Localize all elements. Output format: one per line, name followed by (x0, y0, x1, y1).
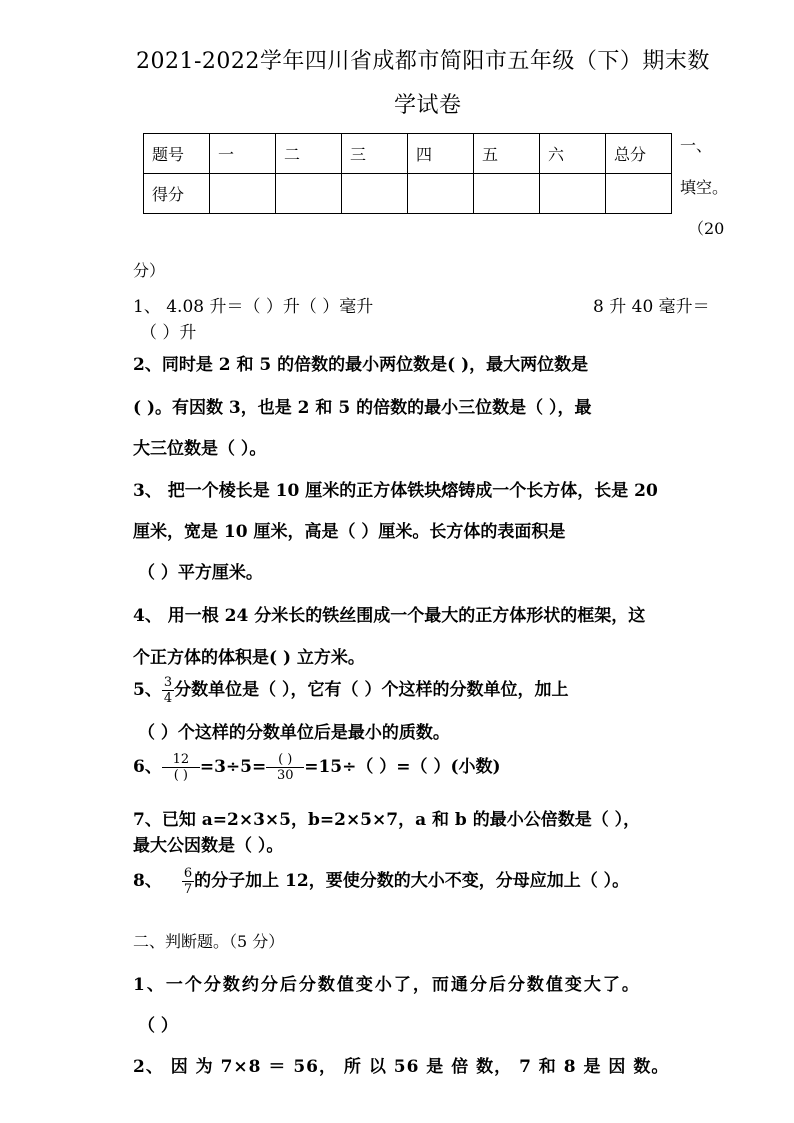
score-cell[interactable] (474, 174, 540, 214)
table-col: 一 (210, 134, 276, 174)
q5-prefix: 5、 (133, 680, 162, 700)
q7-line-1: 7、已知 a=2×3×5，b=2×5×7，a 和 b 的最小公倍数是（ ）， (133, 810, 641, 830)
score-table (143, 133, 672, 214)
score-cell[interactable] (408, 174, 474, 214)
q6-f2-numerator: ( ) (266, 752, 304, 768)
q6-rest: =15÷（ ）=（ ）(小数) (304, 757, 501, 777)
section2-heading: 二、判断题。（5 分） (133, 932, 285, 951)
table-row-label: 得分 (144, 174, 210, 214)
q3-line-2: 厘米，宽是 10 厘米，高是（ ）厘米。长方体的表面积是 (133, 522, 566, 542)
q6-mid: =3÷5= (199, 757, 267, 777)
q3-line-1: 3、 把一个棱长是 10 厘米的正方体铁块熔铸成一个长方体，长是 20 (133, 481, 658, 501)
j1-line-1: 1、一个分数约分后分数值变小了，而通分后分数值变大了。 (133, 975, 641, 995)
q5-line-2: （ ）个这样的分数单位后是最小的质数。 (138, 723, 450, 743)
q7-line-2: 最大公因数是（ ）。 (133, 836, 284, 856)
q1-part-b: 8 升 40 毫升＝ (593, 297, 710, 317)
q2-line-1: 2、同时是 2 和 5 的倍数的最小两位数是( )，最大两位数是 (133, 355, 589, 375)
q4-line-1: 4、 用一根 24 分米长的铁丝围成一个最大的正方体形状的框架，这 (133, 606, 646, 626)
q6-line (133, 752, 501, 783)
q3-line-3: （ ）平方厘米。 (138, 563, 263, 583)
q5-text: 分数单位是（ ），它有（ ）个这样的分数单位，加上 (174, 680, 569, 700)
q2-line-2: ( )。有因数 3，也是 2 和 5 的倍数的最小三位数是（ ），最 (133, 398, 592, 418)
score-cell[interactable] (276, 174, 342, 214)
table-header-label: 题号 (144, 134, 210, 174)
q6-f1-numerator: 12 (162, 752, 200, 768)
score-cell[interactable] (606, 174, 672, 214)
title-line-1: 2021-2022学年四川省成都市简阳市五年级（下）期末数 (136, 49, 710, 74)
q8-fraction (182, 866, 194, 897)
j2-line-1: 2、 因 为 7×8 ＝ 56， 所 以 56 是 倍 数， 7 和 8 是 因 数。 (133, 1057, 670, 1077)
score-cell[interactable] (210, 174, 276, 214)
section1-head-c: （20 (688, 219, 725, 238)
q6-f2-denominator: 30 (276, 768, 294, 783)
q5-numerator: 3 (163, 675, 173, 690)
q8-numerator: 6 (183, 866, 193, 881)
table-col: 三 (342, 134, 408, 174)
q2-line-3: 大三位数是（ ）。 (133, 439, 267, 459)
score-cell[interactable] (342, 174, 408, 214)
q6-fraction-1 (162, 752, 200, 783)
q6-f1-denominator: ( ) (173, 768, 188, 783)
table-col: 五 (474, 134, 540, 174)
q5-line-1 (133, 675, 568, 706)
q4-line-2: 个正方体的体积是( ) 立方米。 (133, 648, 365, 668)
q8-line (133, 866, 629, 897)
q6-prefix: 6、 (133, 757, 162, 777)
q5-fraction (162, 675, 174, 706)
table-col: 总分 (606, 134, 672, 174)
section1-head-d: 分） (133, 261, 166, 280)
q8-prefix: 8、 (133, 871, 162, 891)
table-col: 二 (276, 134, 342, 174)
q8-rest: 的分子加上 12，要使分数的大小不变，分母应加上（ ）。 (194, 871, 630, 891)
table-row (144, 134, 672, 174)
section1-head-b: 填空。 (680, 178, 729, 197)
table-col: 四 (408, 134, 474, 174)
title-line-2: 学试卷 (394, 93, 462, 118)
score-cell[interactable] (540, 174, 606, 214)
q1-part-c: （ ）升 (140, 323, 197, 343)
j1-line-2: （ ） (138, 1016, 178, 1036)
q1-part-a: 1、 4.08 升＝（ ）升（ ）毫升 (133, 297, 374, 317)
q5-denominator: 4 (163, 691, 173, 706)
table-col: 六 (540, 134, 606, 174)
section1-head-a: 一、 (680, 136, 713, 155)
table-row (144, 174, 672, 214)
q8-denominator: 7 (183, 882, 193, 897)
q6-fraction-2 (266, 752, 304, 783)
